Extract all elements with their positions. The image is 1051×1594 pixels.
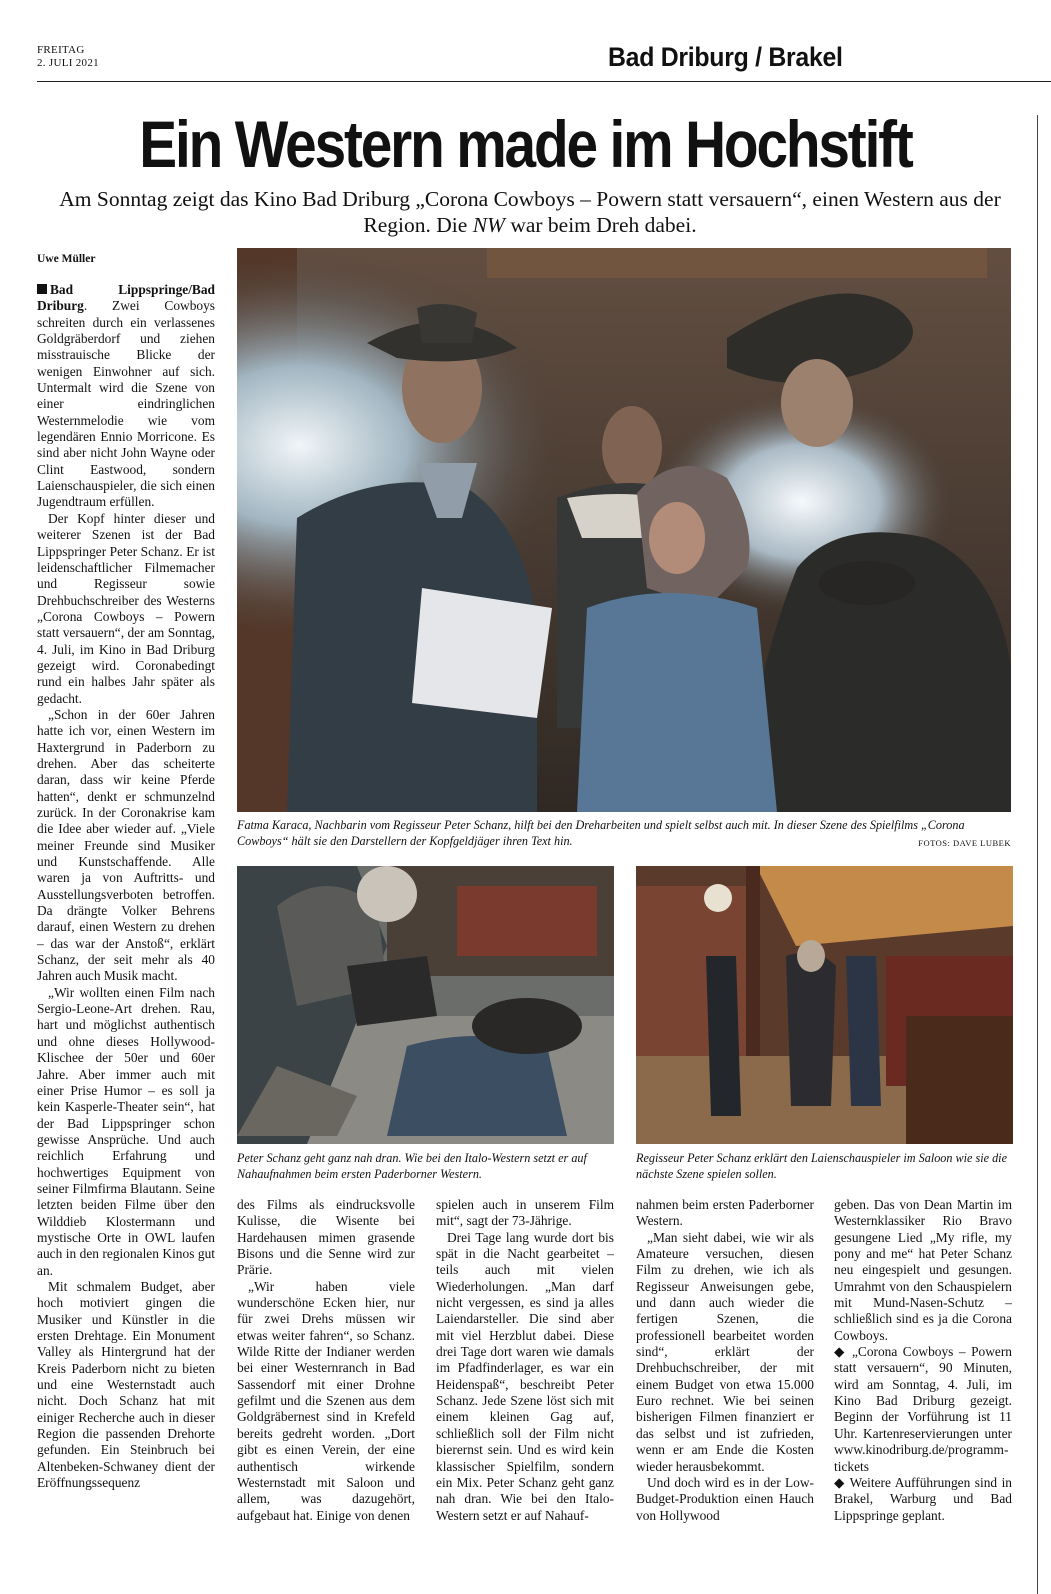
header-divider: [37, 81, 1051, 82]
section-title: Bad Driburg / Brakel: [608, 42, 843, 72]
square-bullet-icon: [37, 284, 47, 294]
screening-info: ◆ „Corona Cowboys – Powern statt versauern“, 90 Minuten, wird am Sonntag, 4. Juli, im Kino Bad Driburg gezeigt. Beginn der Vorführung ist 11 Uhr. Kartenreservierungen unter www.kinodriburg.de/programm-tickets: [834, 1344, 1012, 1474]
text-column-4: nahmen beim ersten Paderborner Western. „Man sieht dabei, wie wir als Amateure versuchen, diesen Film zu drehen, wie ich als Regisseur Anweisungen gebe, und dann auch wieder die fertigen Szenen, die professionell bearbeitet worden sind“, erklärt der Drehbuchschreiber, der mit einem Budget von etwa 15.000 Euro rechnet. Wie bei seinen bisherigen Filmen finanziert er das selbst und ist zufrieden, wenn er am Ende die Kosten wieder herausbekommt. Und doch wird es in der Low-Budget-Produktion einen Hauch von Hollywood: [636, 1197, 814, 1523]
article-headline: Ein Western made im Hochstift: [139, 107, 912, 181]
article-subtitle: Am Sonntag zeigt das Kino Bad Driburg „Corona Cowboys – Powern statt versauern“, einen Western aus der Region. Die NW war beim Dreh dabei.: [59, 187, 1001, 237]
saloon-photo: [636, 866, 1013, 1144]
camera-photo: [237, 866, 614, 1144]
column-divider: [1037, 115, 1038, 1594]
dateline: Bad Lippspringe/Bad Driburg: [37, 282, 215, 314]
photo-credit: FOTOS: DAVE LUBEK: [918, 838, 1011, 848]
text-column-5: geben. Das von Dean Martin im Westernklassiker Rio Bravo gesungene Lied „My rifle, my pony and me“ hat Peter Schanz neu eingespielt und gesungen. Umrahmt von den Schauspielern mit Mund-Nasen-Schutz – schließlich sind es ja die Corona Cowboys. ◆ „Corona Cowboys – Powern statt versauern“, 90 Minuten, wird am Sonntag, 4. Juli, im Kino Bad Driburg gezeigt. Beginn der Vorführung ist 11 Uhr. Kartenreservierungen unter www.kinodriburg.de/programm-tickets ◆ Weitere Aufführungen sind in Brakel, Warburg und Bad Lippspringe geplant.: [834, 1197, 1012, 1523]
issue-date: [37, 44, 99, 70]
right-photo-caption: Regisseur Peter Schanz erklärt den Laienschauspieler im Saloon wie sie die nächste Szene spielen sollen.: [636, 1151, 1007, 1181]
author-byline: Uwe Müller: [37, 253, 96, 265]
further-screenings: ◆ Weitere Aufführungen sind in Brakel, Warburg und Bad Lippspringe geplant.: [834, 1474, 1012, 1523]
text-column-3: spielen auch in unserem Film mit“, sagt der 73-Jährige. Drei Tage lang wurde dort bis spät in die Nacht gearbeitet – teils auch mit vielen Wiederholungen. „Man darf nicht vergessen, es sind ja alles Laiendarsteller. Die sind aber mit viel Herzblut dabei. Diese drei Tage dort waren wie damals im Pfadfinderlager, es war ein Heidenspaß“, beschreibt Peter Schanz. Jede Szene löst sich mit einem kleinen Gag auf, schließlich soll der Film nicht bierernst sein. Und es wird kein klassischer Spielfilm, sondern ein Mix. Peter Schanz geht ganz nah dran. Wie bei den Italo-Western setzt er auf Nahauf-: [436, 1197, 614, 1523]
cameraman-filming-image: [237, 866, 614, 1144]
left-photo-caption: Peter Schanz geht ganz nah dran. Wie bei den Italo-Western setzt er auf Nahaufnahmen beim ersten Paderborner Western.: [237, 1151, 587, 1181]
main-photo-caption: Fatma Karaca, Nachbarin vom Regisseur Peter Schanz, hilft bei den Dreharbeiten und spielt selbst auch mit. In dieser Szene des Spielfilms „Corona Cowboys“ hält sie den Darstellern der Kopfgeldjäger ihren Text hin.: [237, 818, 965, 848]
text-column-1: Bad Lippspringe/Bad Driburg. Zwei Cowboys schreiten durch ein verlassenes Goldgräberdorf und ziehen misstrauische Blicke der wenigen Einwohner auf sich. Untermalt wird die Szene von einer eindringlichen Westernmelodie wie vom legendären Ennio Morricone. Es sind aber nicht John Wayne oder Clint Eastwood, sondern Laienschauspieler, die sich einen Jugendtraum erfüllen. Der Kopf hinter dieser und weiterer Szenen ist der Bad Lippspringer Peter Schanz. Er ist leidenschaftlicher Filmemacher und Regisseur sowie Drehbuchschreiber des Westerns „Corona Cowboys – Powern statt versauern“, der am Sonntag, 4. Juli, im Kino in Bad Driburg gezeigt wird. Coronabedingt rund ein halbes Jahr später als gedacht. „Schon in der 60er Jahren hatte ich vor, einen Western im Haxtergrund in Paderborn zu drehen. Aber das scheiterte daran, dass wir keine Pferde hatten“, denkt er schmunzelnd zurück. In der Coronakrise kam die Idee aber wieder auf. „Viele meiner Freunde sind Musiker und Kunstschaffende. Alle waren ja von Auftritts- und Ausstellungsverboten betroffen. Da drängte Volker Behrens darauf, einen Western zu drehen – das war der Anstoß“, erklärt Schanz, der seit mehr als 40 Jahren auch Musik macht. „Wir wollten einen Film nach Sergio-Leone-Art drehen. Rau, hart und möglichst authentisch und ohne dieses Hollywood-Klischee der 50er und 60er Jahre. Aber immer auch mit einer Prise Humor – es soll ja kein Kasperle-Theater sein“, hat der Bad Lippspringer schon gewisse Ansprüche. Und auch reichlich Erfahrung und hochwertiges Equipment von seiner Filmfirma Blautann. Seine letzten beiden Filme über den Wilddieb Klostermann und mystische Orte in OWL laufen auch in den regionalen Kinos gut an. Mit schmalem Budget, aber hoch motiviert gingen die Musiker und Künstler in die ersten Drehtage. Ein Monument Valley als Hintergrund hat der Kreis Paderborn nicht zu bieten und eine Westernstadt auch nicht. Doch Schanz hat mit einiger Recherche auch in dieser Region die passenden Drehorte gefunden. Ein Steinbruch bei Altenbeken-Schwaney dient der Eröffnungssequenz: [37, 282, 215, 1491]
saloon-scene-image: [237, 248, 1011, 812]
issue-date-value: 2. JULI 2021: [37, 57, 99, 69]
saloon-interior-image: [636, 866, 1013, 1144]
text-column-2: des Films als eindrucksvolle Kulisse, die Wisente bei Hardehausen mimen grasende Bisons und die Senne wird zur Prärie. „Wir haben viele wunderschöne Ecken hier, nur für zwei Drehs müssen wir etwas weiter fahren“, so Schanz. Wilde Ritte der Indianer werden bei einer Westernranch in Bad Sassendorf mit einer Drohne gefilmt und die Szenen aus dem Goldgräbernest sind in Krefeld bereits gedreht worden. „Dort gibt es einen Verein, der eine authentisch wirkende Westernstadt mit Saloon und allem, was dazugehört, aufgebaut hat. Einige von denen: [237, 1197, 415, 1523]
main-photo: [237, 248, 1011, 812]
issue-day: FREITAG: [37, 44, 85, 56]
